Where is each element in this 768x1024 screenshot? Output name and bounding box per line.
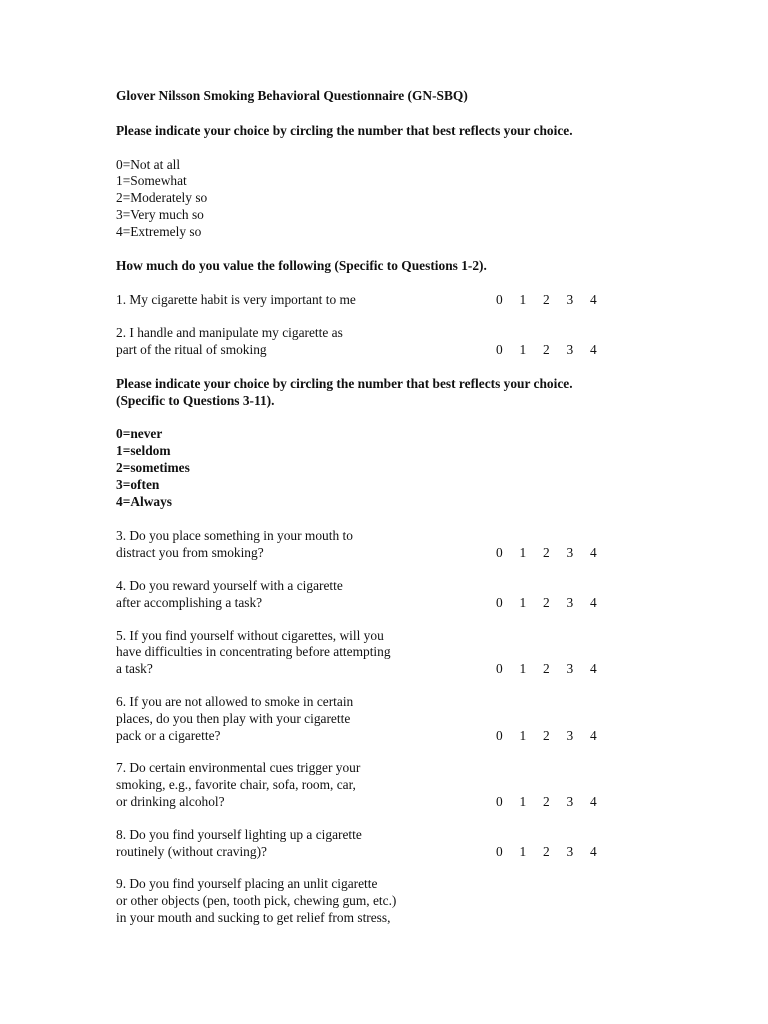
scale-1-item-1: 1=Somewhat — [116, 173, 187, 189]
answer-option-2[interactable]: 2 — [543, 341, 550, 357]
rating-scale-2 — [116, 426, 716, 510]
answer-option-1[interactable]: 1 — [519, 843, 527, 859]
question-text-line: after accomplishing a task? — [116, 594, 263, 610]
question-text-line: 7. Do certain environmental cues trigger your — [116, 760, 361, 776]
question-7 — [116, 760, 716, 810]
question-9 — [116, 876, 716, 926]
answer-option-2[interactable]: 2 — [543, 292, 550, 308]
question-3 — [116, 528, 716, 562]
answer-options — [496, 728, 614, 745]
scale-2-item-0: 0=never — [116, 426, 163, 442]
answer-option-2[interactable]: 2 — [543, 661, 550, 677]
question-2 — [116, 325, 716, 359]
answer-option-0[interactable]: 0 — [496, 594, 503, 610]
instruction-2 — [116, 376, 716, 410]
question-text — [116, 325, 476, 359]
answer-options — [496, 661, 614, 678]
scale-2-item-3: 3=often — [116, 476, 160, 492]
answer-option-1[interactable]: 1 — [519, 661, 527, 677]
question-text-line: 8. Do you find yourself lighting up a cigarette — [116, 826, 362, 842]
question-text-line: places, do you then play with your cigarette — [116, 710, 351, 726]
questionnaire-page — [116, 88, 716, 927]
answer-option-4[interactable]: 4 — [590, 727, 597, 743]
question-text-line: routinely (without craving)? — [116, 843, 267, 859]
answer-option-1[interactable]: 1 — [519, 341, 527, 357]
question-text — [116, 760, 476, 810]
answer-option-2[interactable]: 2 — [543, 727, 550, 743]
answer-option-0[interactable]: 0 — [496, 661, 503, 677]
scale-1-item-0: 0=Not at all — [116, 156, 181, 172]
question-text-line: or drinking alcohol? — [116, 793, 225, 809]
answer-option-3[interactable]: 3 — [566, 793, 574, 809]
answer-option-3[interactable]: 3 — [566, 292, 574, 308]
answer-option-0[interactable]: 0 — [496, 545, 503, 561]
question-4 — [116, 578, 716, 612]
answer-option-2[interactable]: 2 — [543, 843, 550, 859]
question-text — [116, 528, 476, 562]
answer-option-1[interactable]: 1 — [519, 594, 527, 610]
question-text-line: smoking, e.g., favorite chair, sofa, room, car, — [116, 777, 356, 793]
answer-option-1[interactable]: 1 — [519, 727, 527, 743]
answer-options — [496, 545, 614, 562]
scale-1-item-3: 3=Very much so — [116, 206, 204, 222]
scale-1-item-4: 4=Extremely so — [116, 223, 202, 239]
answer-option-0[interactable]: 0 — [496, 341, 503, 357]
answer-option-0[interactable]: 0 — [496, 292, 503, 308]
question-text-line: 6. If you are not allowed to smoke in certain — [116, 693, 354, 709]
instruction-2-line-1: Please indicate your choice by circling the number that best reflects your choice. — [116, 375, 573, 391]
question-text-line: 9. Do you find yourself placing an unlit cigarette — [116, 876, 378, 892]
question-text-line: a task? — [116, 661, 153, 677]
question-text-line: in your mouth and sucking to get relief from stress, — [116, 909, 391, 925]
question-text-line: pack or a cigarette? — [116, 727, 221, 743]
answer-option-4[interactable]: 4 — [590, 341, 597, 357]
section-1-heading: How much do you value the following (Specific to Questions 1-2). — [116, 257, 487, 273]
answer-options — [496, 595, 614, 612]
question-5 — [116, 628, 716, 678]
scale-2-item-4: 4=Always — [116, 493, 172, 509]
question-1 — [116, 292, 716, 309]
answer-options — [496, 342, 614, 359]
question-text-line: 2. I handle and manipulate my cigarette as — [116, 325, 343, 341]
answer-option-2[interactable]: 2 — [543, 545, 550, 561]
answer-option-4[interactable]: 4 — [590, 661, 597, 677]
answer-options — [496, 292, 614, 309]
answer-option-1[interactable]: 1 — [519, 292, 527, 308]
answer-option-4[interactable]: 4 — [590, 793, 597, 809]
question-text-line: part of the ritual of smoking — [116, 341, 267, 357]
answer-option-3[interactable]: 3 — [566, 545, 574, 561]
answer-option-2[interactable]: 2 — [543, 793, 550, 809]
answer-option-3[interactable]: 3 — [566, 594, 574, 610]
instruction-2-line-2: (Specific to Questions 3-11). — [116, 392, 275, 408]
document-title: Glover Nilsson Smoking Behavioral Questionnaire (GN-SBQ) — [116, 88, 468, 103]
answer-option-4[interactable]: 4 — [590, 545, 597, 561]
answer-option-1[interactable]: 1 — [519, 793, 527, 809]
question-text — [116, 628, 476, 678]
answer-option-2[interactable]: 2 — [543, 594, 550, 610]
question-6 — [116, 694, 716, 744]
question-text-line: 3. Do you place something in your mouth to — [116, 528, 353, 544]
answer-option-0[interactable]: 0 — [496, 843, 503, 859]
answer-option-1[interactable]: 1 — [519, 545, 527, 561]
answer-option-3[interactable]: 3 — [566, 661, 574, 677]
scale-2-item-2: 2=sometimes — [116, 459, 190, 475]
answer-option-3[interactable]: 3 — [566, 843, 574, 859]
question-text — [116, 694, 476, 744]
answer-option-4[interactable]: 4 — [590, 594, 597, 610]
answer-option-3[interactable]: 3 — [566, 341, 574, 357]
question-text-line: distract you from smoking? — [116, 545, 264, 561]
question-text-line: 1. My cigarette habit is very important to me — [116, 292, 356, 308]
answer-option-0[interactable]: 0 — [496, 727, 503, 743]
answer-option-4[interactable]: 4 — [590, 843, 597, 859]
answer-options — [496, 844, 614, 861]
answer-option-3[interactable]: 3 — [566, 727, 574, 743]
question-text — [116, 827, 476, 861]
question-text-line: 4. Do you reward yourself with a cigarette — [116, 577, 343, 593]
question-text — [116, 578, 476, 612]
answer-option-0[interactable]: 0 — [496, 793, 503, 809]
answer-options — [496, 794, 614, 811]
question-text-line: have difficulties in concentrating before attempting — [116, 644, 391, 660]
question-8 — [116, 827, 716, 861]
scale-2-item-1: 1=seldom — [116, 443, 171, 459]
question-text — [116, 876, 476, 926]
question-text-line: or other objects (pen, tooth pick, chewing gum, etc.) — [116, 893, 397, 909]
question-text — [116, 292, 476, 309]
instruction-1: Please indicate your choice by circling the number that best reflects your choice. — [116, 122, 573, 138]
question-text-line: 5. If you find yourself without cigarettes, will you — [116, 627, 384, 643]
rating-scale-1 — [116, 157, 716, 241]
answer-option-4[interactable]: 4 — [590, 292, 597, 308]
scale-1-item-2: 2=Moderately so — [116, 190, 208, 206]
